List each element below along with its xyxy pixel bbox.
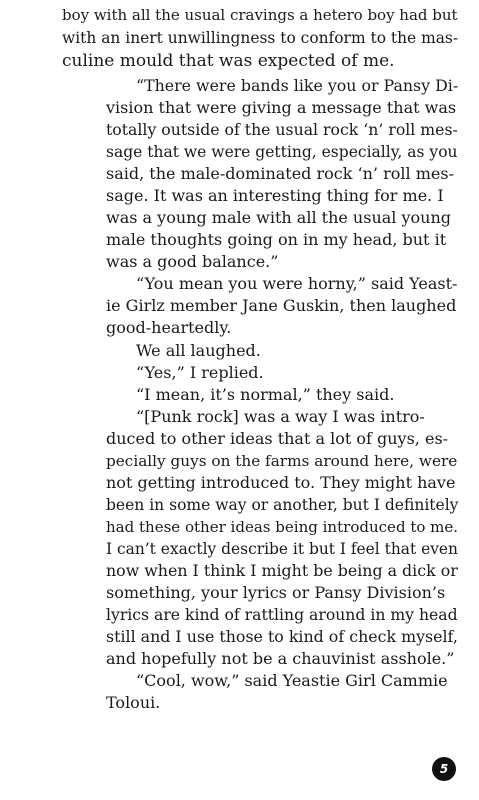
text-line: duced to other ideas that a lot of guys, es- <box>106 429 449 448</box>
text-line: culine mould that was expected of me. <box>62 51 395 71</box>
text-line: pecially guys on the farms around here, were <box>106 452 458 470</box>
text-line: good-heartedly. <box>106 318 232 337</box>
text-line: ie Girlz member Jane Guskin, then laughed <box>106 296 457 315</box>
text-line: “[Punk rock] was a way I was intro- <box>136 407 425 426</box>
text-line: male thoughts going on in my head, but it <box>106 230 447 249</box>
text-line: I can’t exactly describe it but I feel that even <box>106 540 458 558</box>
text-line: Toloui. <box>106 693 161 712</box>
text-line: “There were bands like you or Pansy Di- <box>136 76 459 95</box>
text-line: lyrics are kind of rattling around in my head <box>106 605 458 624</box>
text-line: now when I think I might be being a dick or <box>106 561 458 580</box>
text-line: still and I use those to kind of check myself, <box>106 627 458 646</box>
text-line: been in some way or another, but I definitely <box>106 496 459 514</box>
text-line: was a good balance.” <box>106 252 279 271</box>
text-line: and hopefully not be a chauvinist asshole.” <box>106 649 455 668</box>
text-line: “Cool, wow,” said Yeastie Girl Cammie <box>136 671 448 690</box>
text-line: totally outside of the usual rock ‘n’ roll mes- <box>106 120 458 139</box>
text-line: sage that we were getting, especially, as you <box>106 143 458 161</box>
text-line: We all laughed. <box>136 341 261 360</box>
text-line: “You mean you were horny,” said Yeast- <box>136 274 458 293</box>
text-line: was a young male with all the usual young <box>106 208 452 227</box>
text-line: boy with all the usual cravings a hetero boy had but <box>62 6 458 24</box>
text-line: had these other ideas being introduced to me. <box>106 518 459 536</box>
text-line: said, the male-dominated rock ‘n’ roll mes- <box>106 164 454 183</box>
text-line: “I mean, it’s normal,” they said. <box>136 385 395 404</box>
page-number-badge: 5 <box>432 757 456 781</box>
text-line: sage. It was an interesting thing for me. I <box>106 186 444 205</box>
text-line: something, your lyrics or Pansy Division’s <box>106 583 446 602</box>
text-line: “Yes,” I replied. <box>136 363 264 382</box>
text-line: not getting introduced to. They might have <box>106 473 456 492</box>
text-line: vision that were giving a message that was <box>106 98 457 117</box>
text-line: with an inert unwillingness to conform to the mas- <box>62 29 459 47</box>
